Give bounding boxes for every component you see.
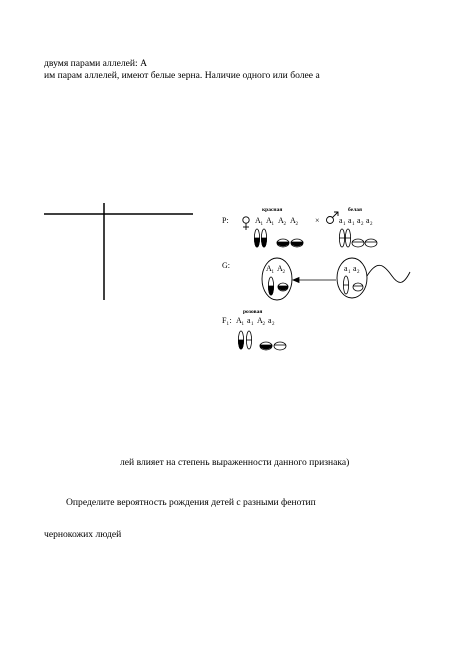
- svg-text:a: a: [348, 216, 352, 225]
- f1-genotype: [236, 316, 275, 327]
- f1-label: [222, 316, 232, 327]
- svg-text:1: 1: [260, 222, 263, 227]
- white-label: белая: [348, 207, 362, 213]
- female-genotype: [255, 216, 299, 227]
- svg-text:a: a: [344, 264, 348, 273]
- text-line-2: им парам аллелей, имеют белые зерна. Наличие одного или более а: [44, 70, 320, 81]
- male-symbol-icon: [327, 212, 339, 224]
- svg-text:a: a: [366, 216, 370, 225]
- svg-text:1: 1: [271, 222, 274, 227]
- text-line-3: лей влияет на степень выраженности данного признака): [120, 457, 350, 468]
- male-gamete: [337, 258, 410, 298]
- svg-text:2: 2: [282, 270, 285, 275]
- svg-text:A: A: [236, 316, 242, 325]
- svg-text:a: a: [247, 316, 251, 325]
- svg-text:1: 1: [241, 322, 244, 327]
- pink-label: розовая: [243, 309, 263, 315]
- svg-text:1: 1: [251, 322, 254, 327]
- sperm-tail-icon: [367, 265, 410, 282]
- svg-text:A: A: [290, 216, 296, 225]
- g-label: G:: [222, 261, 230, 270]
- red-label: красная: [262, 207, 283, 213]
- text-line-1: двумя парами аллелей: А: [44, 58, 148, 69]
- svg-text:1: 1: [271, 270, 274, 275]
- male-chromosomes-icon: [339, 229, 377, 247]
- svg-text:F: F: [222, 316, 227, 325]
- svg-text:2: 2: [283, 222, 286, 227]
- svg-text:1: 1: [343, 222, 346, 227]
- female-chromosomes-icon: [254, 229, 303, 247]
- svg-text:2: 2: [357, 270, 360, 275]
- svg-text:A: A: [255, 216, 261, 225]
- svg-text:a: a: [353, 264, 357, 273]
- svg-text:A: A: [266, 264, 272, 273]
- f1-chromosomes-icon: [238, 331, 286, 350]
- cross-symbol: ×: [315, 216, 320, 225]
- svg-text:2: 2: [272, 322, 275, 327]
- svg-text::: :: [229, 316, 232, 325]
- male-genotype: [339, 216, 373, 227]
- svg-text:1: 1: [226, 322, 229, 327]
- svg-text:2: 2: [295, 222, 298, 227]
- svg-text:2: 2: [262, 322, 265, 327]
- svg-text:a: a: [339, 216, 343, 225]
- svg-text:2: 2: [361, 222, 364, 227]
- svg-text:a: a: [268, 316, 272, 325]
- p-label: P:: [222, 216, 229, 225]
- text-line-5: чернокожих людей: [44, 529, 122, 540]
- svg-text:1: 1: [348, 270, 351, 275]
- svg-text:A: A: [257, 316, 263, 325]
- svg-text:A: A: [277, 264, 283, 273]
- svg-text:2: 2: [370, 222, 373, 227]
- svg-text:A: A: [266, 216, 272, 225]
- fertilization-arrow: [293, 278, 336, 283]
- svg-text:A: A: [278, 216, 284, 225]
- svg-text:1: 1: [352, 222, 355, 227]
- female-gamete: [262, 258, 292, 300]
- text-line-4: Определите вероятность рождения детей с разными фенотип: [66, 497, 316, 508]
- t-table: [44, 203, 193, 300]
- female-symbol-icon: [243, 217, 249, 230]
- svg-text:a: a: [357, 216, 361, 225]
